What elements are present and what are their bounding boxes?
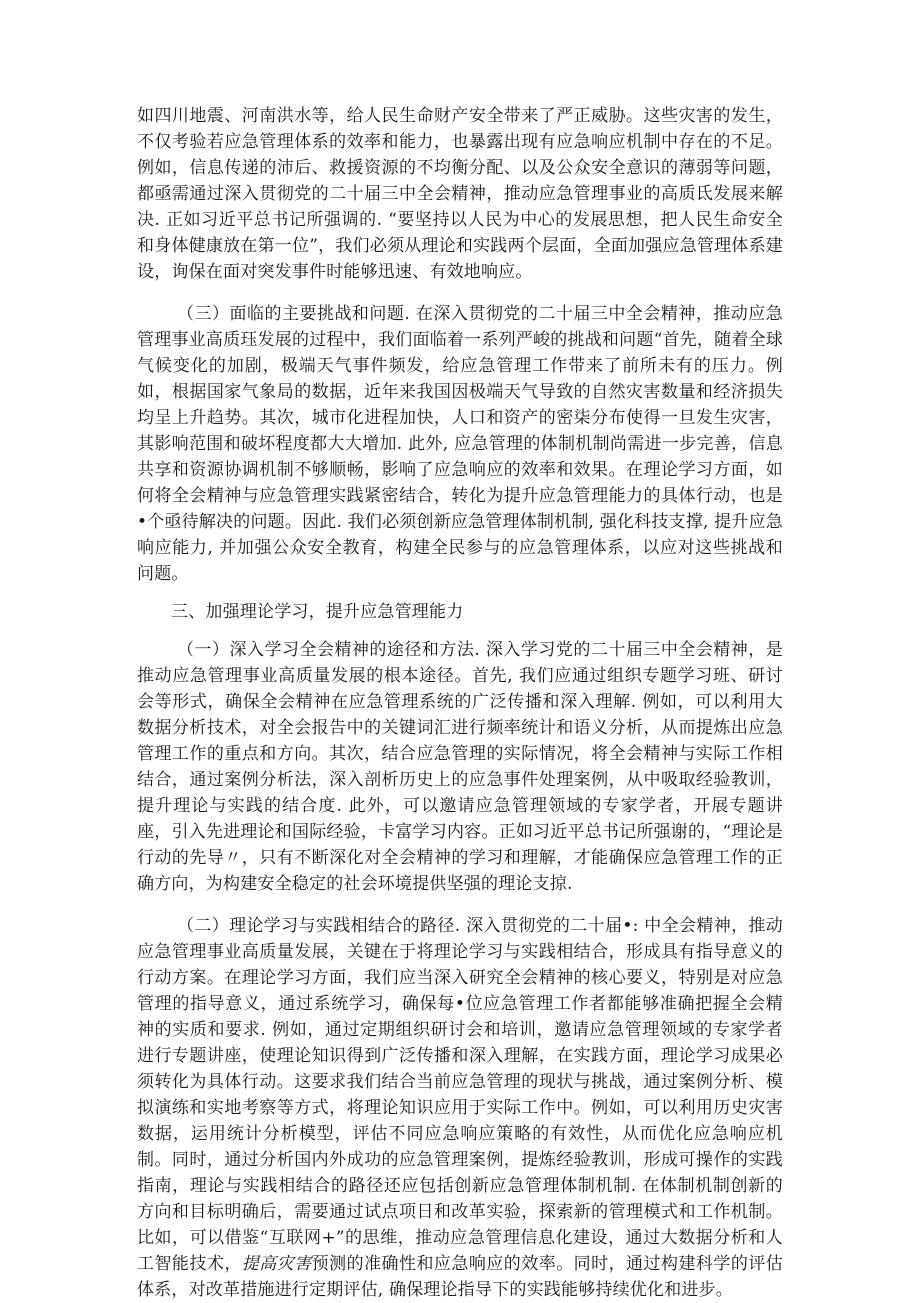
paragraph-theory-practice bbox=[137, 913, 783, 1303]
paragraph-challenges: （三）面临的主要挑战和问题. 在深入贯彻党的二十届三中全会精神，推动应急管理事业高质珏发展的过程中，我们面临着一系列严峻的挑战和问题“首先，随着全球气候变化的加剧，极端天气事件频发，给应急管理工作带来了前所未有的压力。例如，根据国家气象局的数据，近年来我国因极端天气导致的自然灾害数量和经济损失均呈上升趋势。其次，城市化进程加快，人口和资产的密柒分布使得一旦发生灾害，其影响范围和破坏程度都大大增加. 此外, 应急管理的体制机制尚需进一步完善，信息共享和资源协调机制不够顺畅，影响了应急响应的效率和效果。在理论学习方面，如何将全会精神与应急管理实践紧密结合，转化为提升应急管理能力的具体行动，也是•个亟待解决的问题。因此. 我们必须创新应急管理体制机制, 强化科技支撑, 提升应急响应能力, 并加强公众安全教育，构建全民参与的应急管理体系，以应对这些挑战和问题。 bbox=[137, 304, 783, 584]
italic-phrase: 提高灾害 bbox=[241, 1254, 312, 1274]
paragraph-intro-continued: 如四川地震、河南洪水等，给人民生命财产安全带来了严正威胁。这些灾害的发生，不仅考验若应急管理体系的效率和能力，也暴露出现有应急响应机制中存在的不足。例如，信息传递的沛后、救援资源的不均衡分配、以及公众安全意识的薄弱等问题，都亟需通过深入贯彻党的二十届三中全会精神，推动应急管理事业的高质氐发展来解决. 正如习近平总书记所强调的. “要坚持以人民为中心的发展思想，把人民生命安全和身体健康放在第一位”，我们必须从理论和实践两个层面，全面加强应急管理体系建设，询保在面对突发事件时能够迅速、有效地响应。 bbox=[137, 106, 783, 282]
paragraph-text-part-b: 预测的准确性和应急响应的效率。同时，通过构建科学的评估体系，对改革措施进行定期评估, 确保理论指导下的实践能够持续优化和进步。 bbox=[137, 1254, 783, 1300]
document-page bbox=[137, 103, 783, 1303]
paragraph-study-methods: （一）深入学习全会精神的途径和方法. 深入学习党的二十届三中全会精神，是推动应急管理事业高质量发展的根本途径。首先, 我们应通过组织专题学习班、研讨会等形式，确保全会精神在应急管理系统的广泛传播和深入理解. 例如，可以利用大数据分析技术，对全会报告中的关键词汇进行频率统计和语义分析，从而提炼出应急管理工作的重点和方向。其次，结合应急管理的实际情况，将全会精神与实际工作相结合，通过案例分析法，深入剖析历史上的应急事件处理案例，从中吸取经验教训，提升理论与实践的结合度. 此外，可以邀请应急管理领域的专家学者，开展专题讲座，引入先进理论和国际经验，卡富学习内容。正如习近平总书记所强谢的，“理论是行动的先导〃，只有不断深化对全会精神的学习和理解，才能确保应急管理工作的正确方向，为构建安全稳定的社会环境提供坚强的理论支掠. bbox=[137, 640, 783, 894]
paragraph-text-part-a: （二）理论学习与实践相结合的路径. 深入贯彻党的二十届•: 中全会精神，推动应急管理事业高质量发展，关键在于将理论学习与实践相结合，形成具有指导意义的行动方案。在理论学习方面，我们应当深入研究全会精神的核心要义，特别是对应急管理的指导意义，通过系统学习，确保每•位应急管理工作者都能够准确把握全会精神的实质和要求. 例如，通过定期组织研讨会和培训，邀请应急管理领域的专家学者进行专题讲座，使理论知识得到广泛传播和深入理解，在实践方面，理论学习成果必须转化为具体行动。这要求我们结合当前应急管理的现状与挑战，通过案例分析、模拟演练和实地考察等方式，将理论知识应用于实际工作中。例如，可以利用历史灾害数据，运用统计分析模型，评估不同应急响应策略的有效性，从而优化应急响应机制。同时，通过分析国内外成功的应急管理案例，提炼经验教训，形成可操作的实践指南，理论与实践相结合的路径还应包括创新应急管理体制机制. 在体制机制创新的方向和目标明确后，需要通过试点项日和改革实验，探索新的管理模式和工作机制。比如，可以借鉴“互联网+”的思维，推动应急管理信息化建设，通过大数据分析和人工智能技术， bbox=[137, 916, 783, 1274]
section-heading-3: 三、加强理论学习，提升应急管理能力 bbox=[171, 602, 464, 622]
